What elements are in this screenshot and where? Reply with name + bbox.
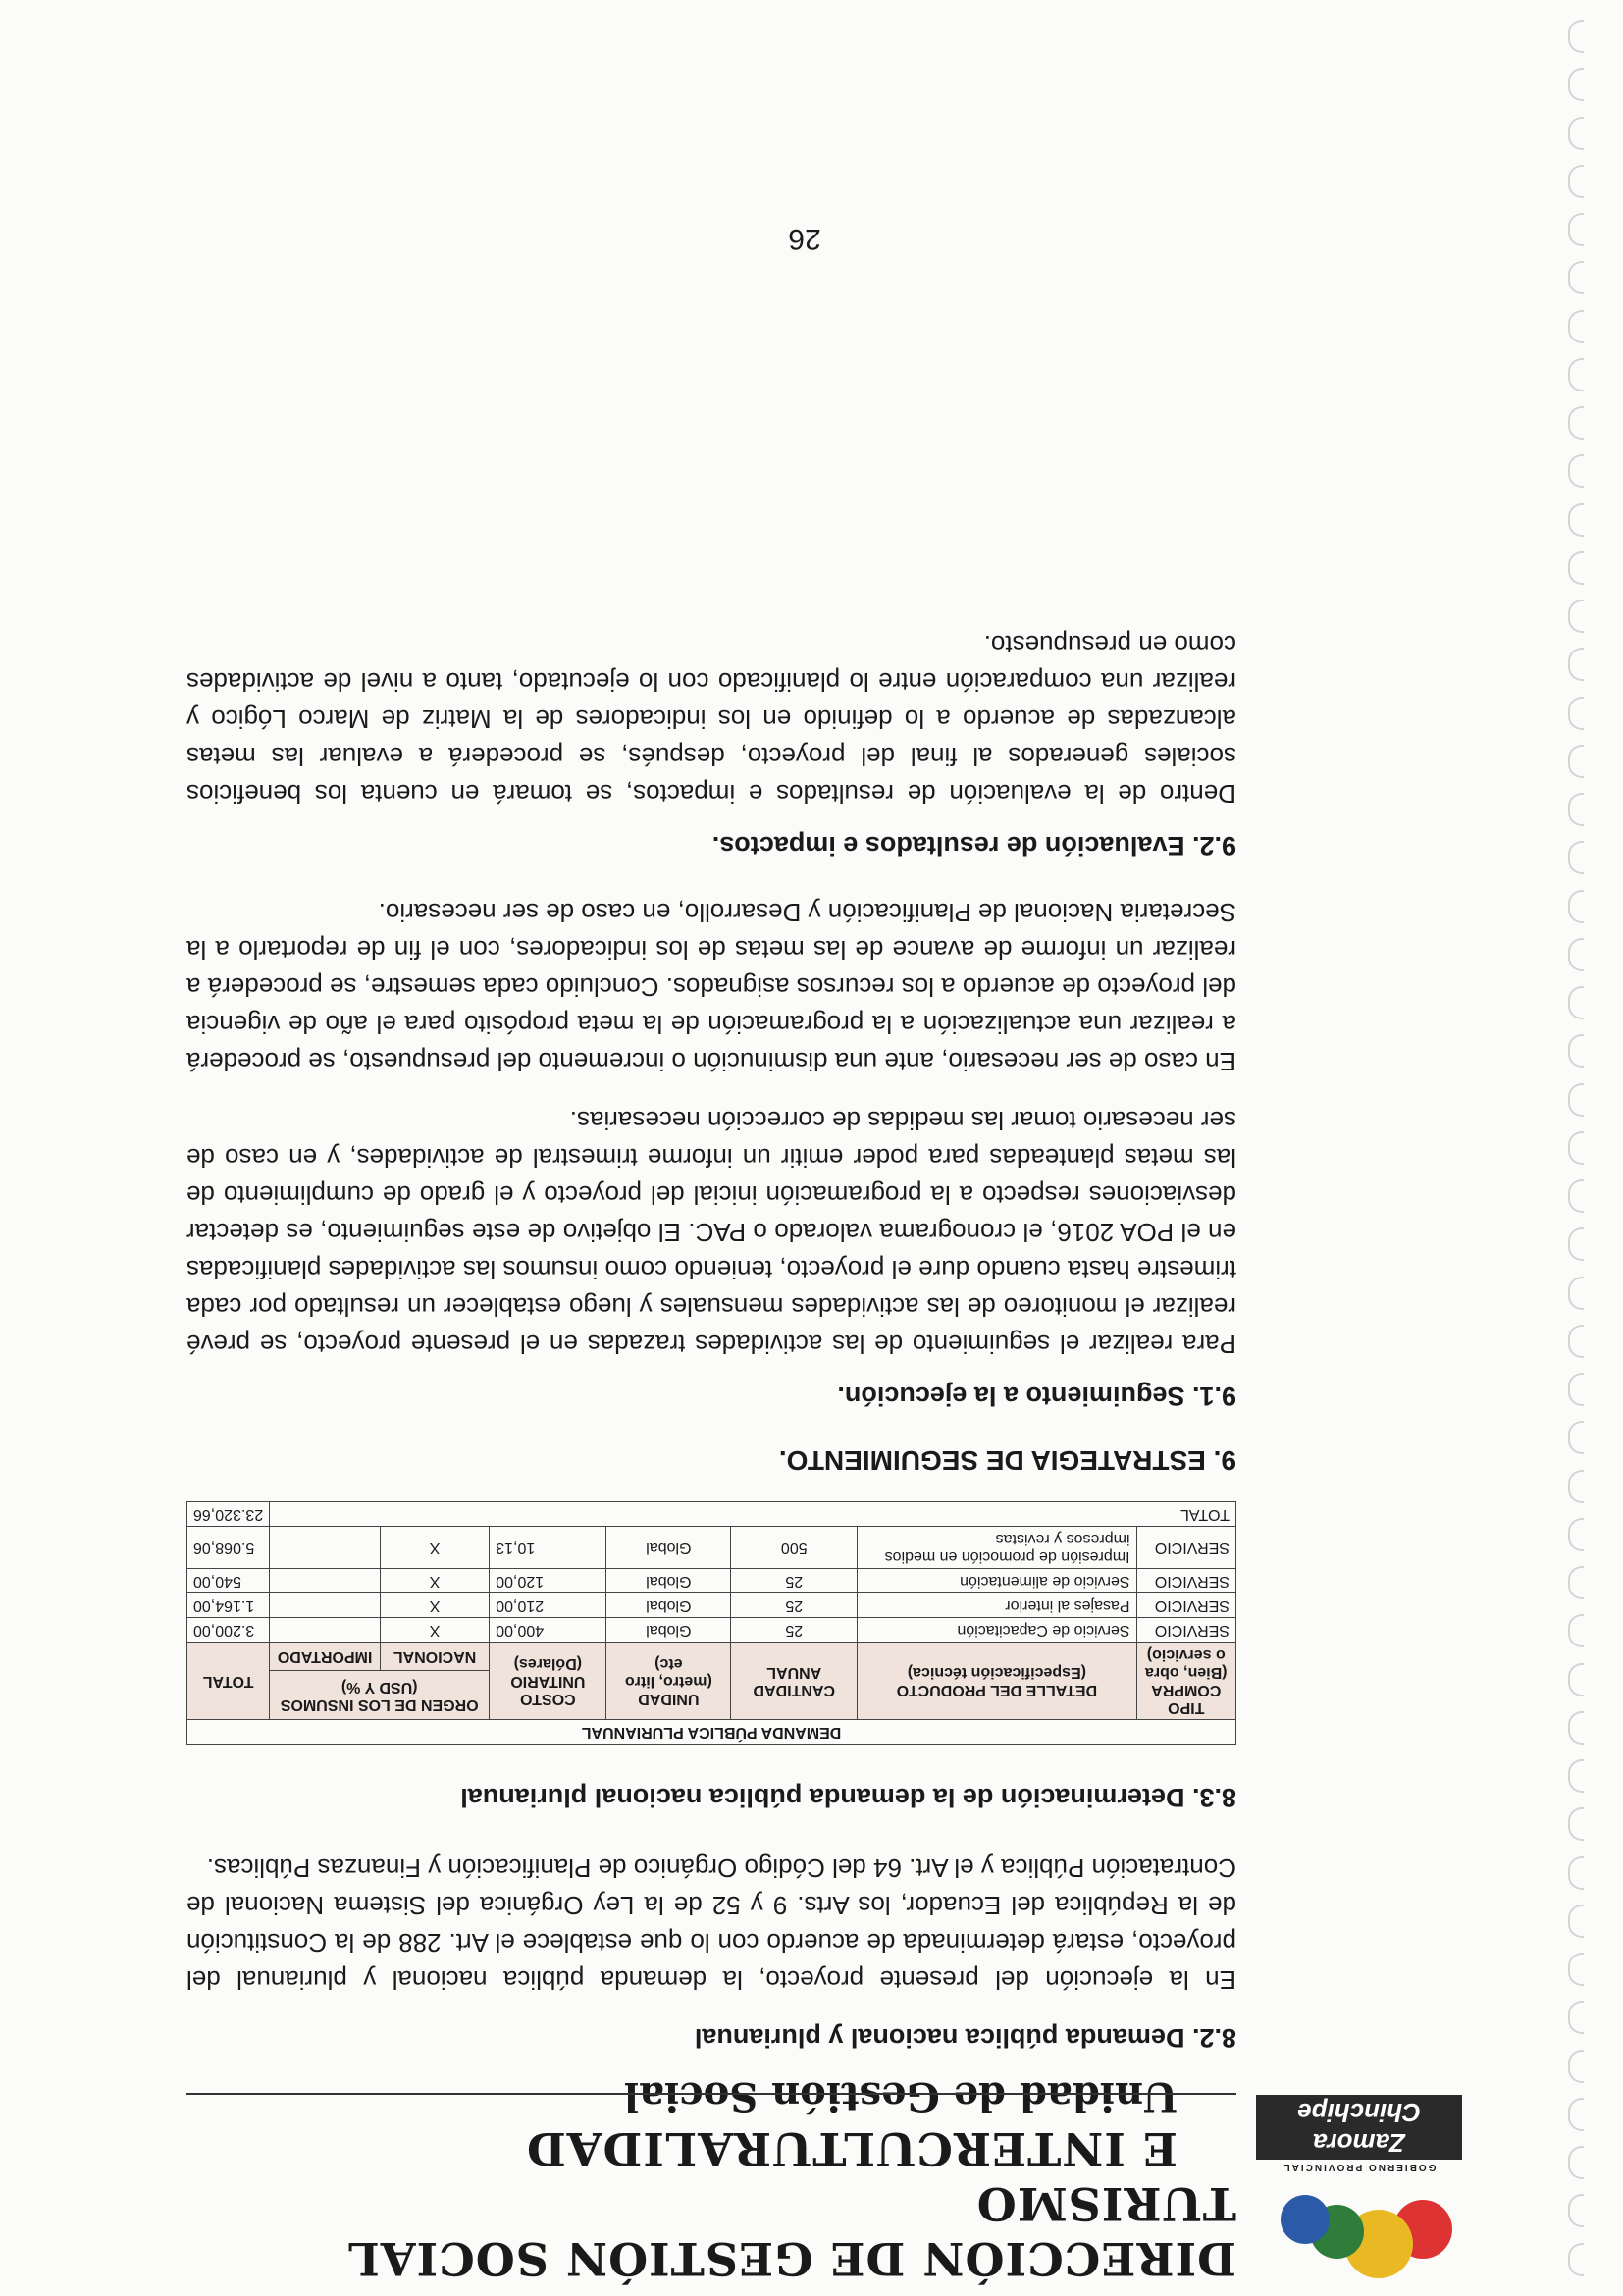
cell-detalle: Servicio de Capacitación (858, 1618, 1136, 1643)
binding-ring (1568, 1083, 1584, 1117)
binding-ring (1568, 2001, 1584, 2034)
cell-unidad: Global (606, 1569, 731, 1593)
cell-nacional: X (380, 1527, 489, 1569)
binding-ring (1568, 1856, 1584, 1890)
col-header-unidad: UNIDAD (metro, litro etc) (606, 1643, 731, 1720)
cell-total: 5.068,06 (187, 1527, 270, 1569)
binding-ring (1568, 1131, 1584, 1165)
binding-ring (1568, 841, 1584, 874)
spiral-binding (1558, 20, 1597, 2276)
binding-ring (1568, 454, 1584, 488)
binding-ring (1568, 1421, 1584, 1454)
section-9-1-heading: 9.1. Seguimiento a la ejecución. (837, 1382, 1236, 1411)
cell-detalle: Impresión de promoción en medios impresos y revistas (858, 1527, 1136, 1569)
binding-ring (1568, 1711, 1584, 1745)
cell-importado (270, 1569, 381, 1593)
total-label: TOTAL (270, 1502, 1236, 1527)
cell-costo: 10,13 (490, 1527, 606, 1569)
binding-ring (1568, 986, 1584, 1019)
col-header-nacional: NACIONAL (380, 1643, 489, 1671)
binding-ring (1568, 1953, 1584, 1986)
cell-cantidad: 25 (731, 1618, 858, 1643)
section-9-2-text: Dentro de la evaluación de resultados e impactos, se tomará en cuenta los beneficios sociales generados al final del proyecto, después, se procederá a evaluar las metas alcanzadas de acuerdo a lo definido en los indicadores de la Matriz de Marco Lógico y realizar una comparación entre lo planificado con lo ejecutado, tanto a nivel de actividades como en presupuesto. (186, 630, 1236, 809)
binding-ring (1568, 1227, 1584, 1261)
binding-ring (1568, 20, 1584, 53)
section-8-2-heading: 8.2. Demanda pública nacional y plurianual (694, 2023, 1236, 2053)
col-header-cantidad: CANTIDAD ANUAL (731, 1643, 858, 1720)
section-9-heading: 9. ESTRATEGIA DE SEGUIMIENTO. (778, 1445, 1236, 1476)
cell-unidad: Global (606, 1593, 731, 1618)
col-header-costo: COSTO UNITARIO (Dólares) (490, 1643, 606, 1720)
binding-ring (1568, 2098, 1584, 2131)
cell-total: 540,00 (187, 1569, 270, 1593)
binding-ring (1568, 213, 1584, 246)
binding-ring (1568, 551, 1584, 585)
header-divider (186, 2093, 1236, 2095)
cell-importado (270, 1618, 381, 1643)
binding-ring (1568, 2243, 1584, 2276)
binding-ring (1568, 2194, 1584, 2227)
page-number: 26 (788, 223, 821, 255)
cell-detalle: Servicio de alimentación (858, 1569, 1136, 1593)
cell-cantidad: 500 (731, 1527, 858, 1569)
header-title-line2: E INTERCULTURALIDAD (525, 2122, 1178, 2175)
header-title-line1: DIRECCIÓN DE GESTIÓN SOCIAL TURISMO (346, 2177, 1236, 2285)
cell-tipo: SERVICIO (1136, 1593, 1235, 1618)
binding-ring (1568, 1614, 1584, 1647)
cell-tipo: SERVICIO (1136, 1527, 1235, 1569)
section-8-2-text: En la ejecución del presente proyecto, la demanda pública nacional y plurianual del proyecto, estará determinada de acuerdo con lo que establece el Art. 288 de la Constitución de la República del Ecuador, los Arts. 9 y 52 de la Ley Orgánica del Sistema Nacional de Contratación Pública y el Art. 64 del Código Orgánico de Planificación y Finanzas Públicas. (186, 1853, 1236, 1995)
col-header-tipo: TIPO COMPRA (Bien, obra o servicio) (1136, 1643, 1235, 1720)
cell-tipo: SERVICIO (1136, 1618, 1235, 1643)
col-header-total: TOTAL (187, 1643, 270, 1720)
logo-gov-text: GOBIERNO PROVINCIAL (1282, 2162, 1437, 2172)
binding-ring (1568, 648, 1584, 681)
demand-table (186, 1501, 1236, 1745)
cell-importado (270, 1527, 381, 1569)
section-9-1-paragraph-1: Para realizar el seguimiento de las actividades trazadas en el presente proyecto, se prevé realizar el monitoreo de las actividades mensuales y luego establecer un resultado por cada trimestre hasta cuando dure el proyecto, teniendo como insumos las actividades planificadas en el POA 2016, el cronograma valorado o PAC. El objetivo de este seguimiento, es detectar desviaciones respecto a la programación inicial del proyecto y el grado de cumplimiento de las metas planteadas para poder emitir un informe trimestral de actividades, y en caso de ser necesario tomar las medidas de corrección necesarias. (186, 1106, 1236, 1359)
table-row (187, 1569, 1236, 1593)
cell-total: 1.164,00 (187, 1593, 270, 1618)
binding-ring (1568, 1759, 1584, 1793)
cell-importado (270, 1593, 381, 1618)
col-header-origen: ORGEN DE LOS INSUMOS (USD Y %) (270, 1671, 490, 1720)
binding-ring (1568, 1373, 1584, 1406)
binding-ring (1568, 1325, 1584, 1358)
header-titles (147, 2070, 1236, 2286)
binding-ring (1568, 600, 1584, 633)
cell-tipo: SERVICIO (1136, 1569, 1235, 1593)
total-value: 23.320,66 (187, 1502, 270, 1527)
page-body (147, 626, 1462, 2053)
cell-cantidad: 25 (731, 1569, 858, 1593)
col-header-detalle: DETALLE DEL PRODUCTO (Especificación técnica) (858, 1643, 1136, 1720)
cell-cantidad: 25 (731, 1593, 858, 1618)
binding-ring (1568, 745, 1584, 778)
binding-ring (1568, 1179, 1584, 1213)
table-row (187, 1527, 1236, 1569)
binding-ring (1568, 1470, 1584, 1503)
binding-ring (1568, 1277, 1584, 1310)
binding-ring (1568, 890, 1584, 923)
binding-ring (1568, 165, 1584, 198)
table-caption: DEMANDA PÚBLICA PLURIANUAL (187, 1720, 1236, 1745)
page-header (147, 2073, 1462, 2296)
cell-nacional: X (380, 1593, 489, 1618)
table-total-row (187, 1502, 1236, 1527)
binding-ring (1568, 1807, 1584, 1841)
section-9-1-paragraph-2: En caso de ser necesario, ante una disminución o incremento del presupuesto, se procederá a realizar una actualización a la programación de la meta propósito para el año de vigencia del proyecto de acuerdo a los recursos asignados. Concluido cada semestre, se procederá a realizar un informe de avance de las metas de los indicadores, con el fin de reportarlo a la Secretaria Nacional de Planificación y Desarrollo, en caso de ser necesario. (186, 898, 1236, 1076)
binding-ring (1568, 1518, 1584, 1551)
binding-ring (1568, 1905, 1584, 1938)
cell-nacional: X (380, 1569, 489, 1593)
col-header-importado: IMPORTADO (270, 1643, 381, 1671)
section-9-2-heading: 9.2. Evaluación de resultados e impactos. (711, 831, 1236, 861)
logo-name-text: Zamora Chinchipe (1256, 2095, 1462, 2160)
cell-unidad: Global (606, 1527, 731, 1569)
binding-ring (1568, 697, 1584, 730)
binding-ring (1568, 310, 1584, 343)
binding-ring (1568, 2050, 1584, 2083)
header-title-line3: Unidad de Gestión Social (623, 2073, 1178, 2119)
logo-illustration (1266, 2180, 1462, 2288)
binding-ring (1568, 1663, 1584, 1696)
cell-costo: 210,00 (490, 1593, 606, 1618)
binding-ring (1568, 793, 1584, 826)
binding-ring (1568, 117, 1584, 150)
table-row (187, 1618, 1236, 1643)
cell-costo: 120,00 (490, 1569, 606, 1593)
cell-detalle: Pasajes al interior (858, 1593, 1136, 1618)
binding-ring (1568, 358, 1584, 391)
binding-ring (1568, 503, 1584, 537)
binding-ring (1568, 2146, 1584, 2179)
cell-nacional: X (380, 1618, 489, 1643)
provincial-logo (1256, 2098, 1462, 2288)
binding-ring (1568, 1034, 1584, 1068)
binding-ring (1568, 68, 1584, 101)
section-8-3-heading: 8.3. Determinación de la demanda pública nacional plurianual (460, 1783, 1236, 1812)
binding-ring (1568, 938, 1584, 971)
cell-unidad: Global (606, 1618, 731, 1643)
cell-costo: 400,00 (490, 1618, 606, 1643)
binding-ring (1568, 406, 1584, 440)
document-page-rotated (147, 118, 1462, 2296)
binding-ring (1568, 261, 1584, 294)
binding-ring (1568, 1566, 1584, 1599)
table-row (187, 1593, 1236, 1618)
cell-total: 3.200,00 (187, 1618, 270, 1643)
